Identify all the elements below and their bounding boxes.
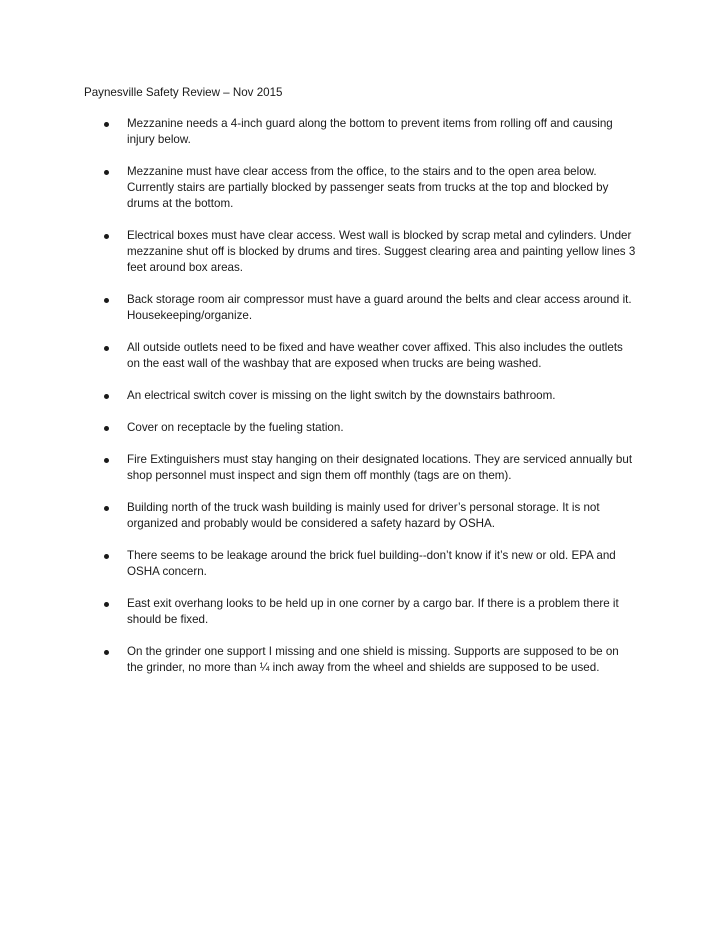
list-item-text: Building north of the truck wash building is mainly used for driver’s personal storage. It is not organized and probably would be considered a safety hazard by OSHA. xyxy=(127,501,600,530)
list-item-text: There seems to be leakage around the brick fuel building--don’t know if it’s new or old. EPA and OSHA concern. xyxy=(127,549,616,578)
bullet-icon xyxy=(104,506,109,511)
bullet-icon xyxy=(104,346,109,351)
list-item-text: Mezzanine needs a 4-inch guard along the bottom to prevent items from rolling off and causing injury below. xyxy=(127,117,613,146)
list-item xyxy=(0,596,637,628)
list-item xyxy=(0,388,637,404)
list-item-text: An electrical switch cover is missing on the light switch by the downstairs bathroom. xyxy=(127,389,556,402)
list-item xyxy=(0,116,637,148)
list-item xyxy=(0,228,637,276)
bullet-icon xyxy=(104,650,109,655)
bullet-icon xyxy=(104,426,109,431)
list-item xyxy=(0,292,637,324)
list-item xyxy=(0,340,637,372)
bullet-icon xyxy=(104,394,109,399)
bullet-icon xyxy=(104,298,109,303)
document-title: Paynesville Safety Review – Nov 2015 xyxy=(84,86,283,99)
list-item xyxy=(0,500,637,532)
list-item-text: Fire Extinguishers must stay hanging on their designated locations. They are serviced annually but shop personnel must inspect and sign them off monthly (tags are on them). xyxy=(127,453,633,482)
list-item xyxy=(0,644,637,676)
list-item xyxy=(0,164,637,212)
list-item-text: All outside outlets need to be fixed and have weather cover affixed. This also includes the outlets on the east wall of the washbay that are exposed when trucks are being washed. xyxy=(127,341,623,370)
list-item-text: On the grinder one support I missing and one shield is missing. Supports are supposed to be on the grinder, no more than ¼ inch away from the wheel and shields are supposed to be used. xyxy=(127,645,619,674)
bullet-icon xyxy=(104,234,109,239)
list-item xyxy=(0,548,637,580)
bullet-icon xyxy=(104,170,109,175)
list-item-text: Back storage room air compressor must have a guard around the belts and clear access around it. Housekeeping/organize. xyxy=(127,293,632,322)
list-item xyxy=(0,420,637,436)
findings-list xyxy=(0,116,720,692)
list-item-text: East exit overhang looks to be held up in one corner by a cargo bar. If there is a problem there it should be fixed. xyxy=(127,597,619,626)
bullet-icon xyxy=(104,554,109,559)
bullet-icon xyxy=(104,458,109,463)
list-item xyxy=(0,452,637,484)
list-item-text: Cover on receptacle by the fueling station. xyxy=(127,421,344,434)
bullet-icon xyxy=(104,122,109,127)
bullet-icon xyxy=(104,602,109,607)
list-item-text: Electrical boxes must have clear access. West wall is blocked by scrap metal and cylinders. Under mezzanine shut off is blocked by drums and tires. Suggest clearing area and painting yellow lines 3 feet around box areas. xyxy=(127,229,636,274)
list-item-text: Mezzanine must have clear access from the office, to the stairs and to the open area below. Currently stairs are partially blocked by passenger seats from trucks at the top and blocked by drums at the bottom. xyxy=(127,165,609,210)
